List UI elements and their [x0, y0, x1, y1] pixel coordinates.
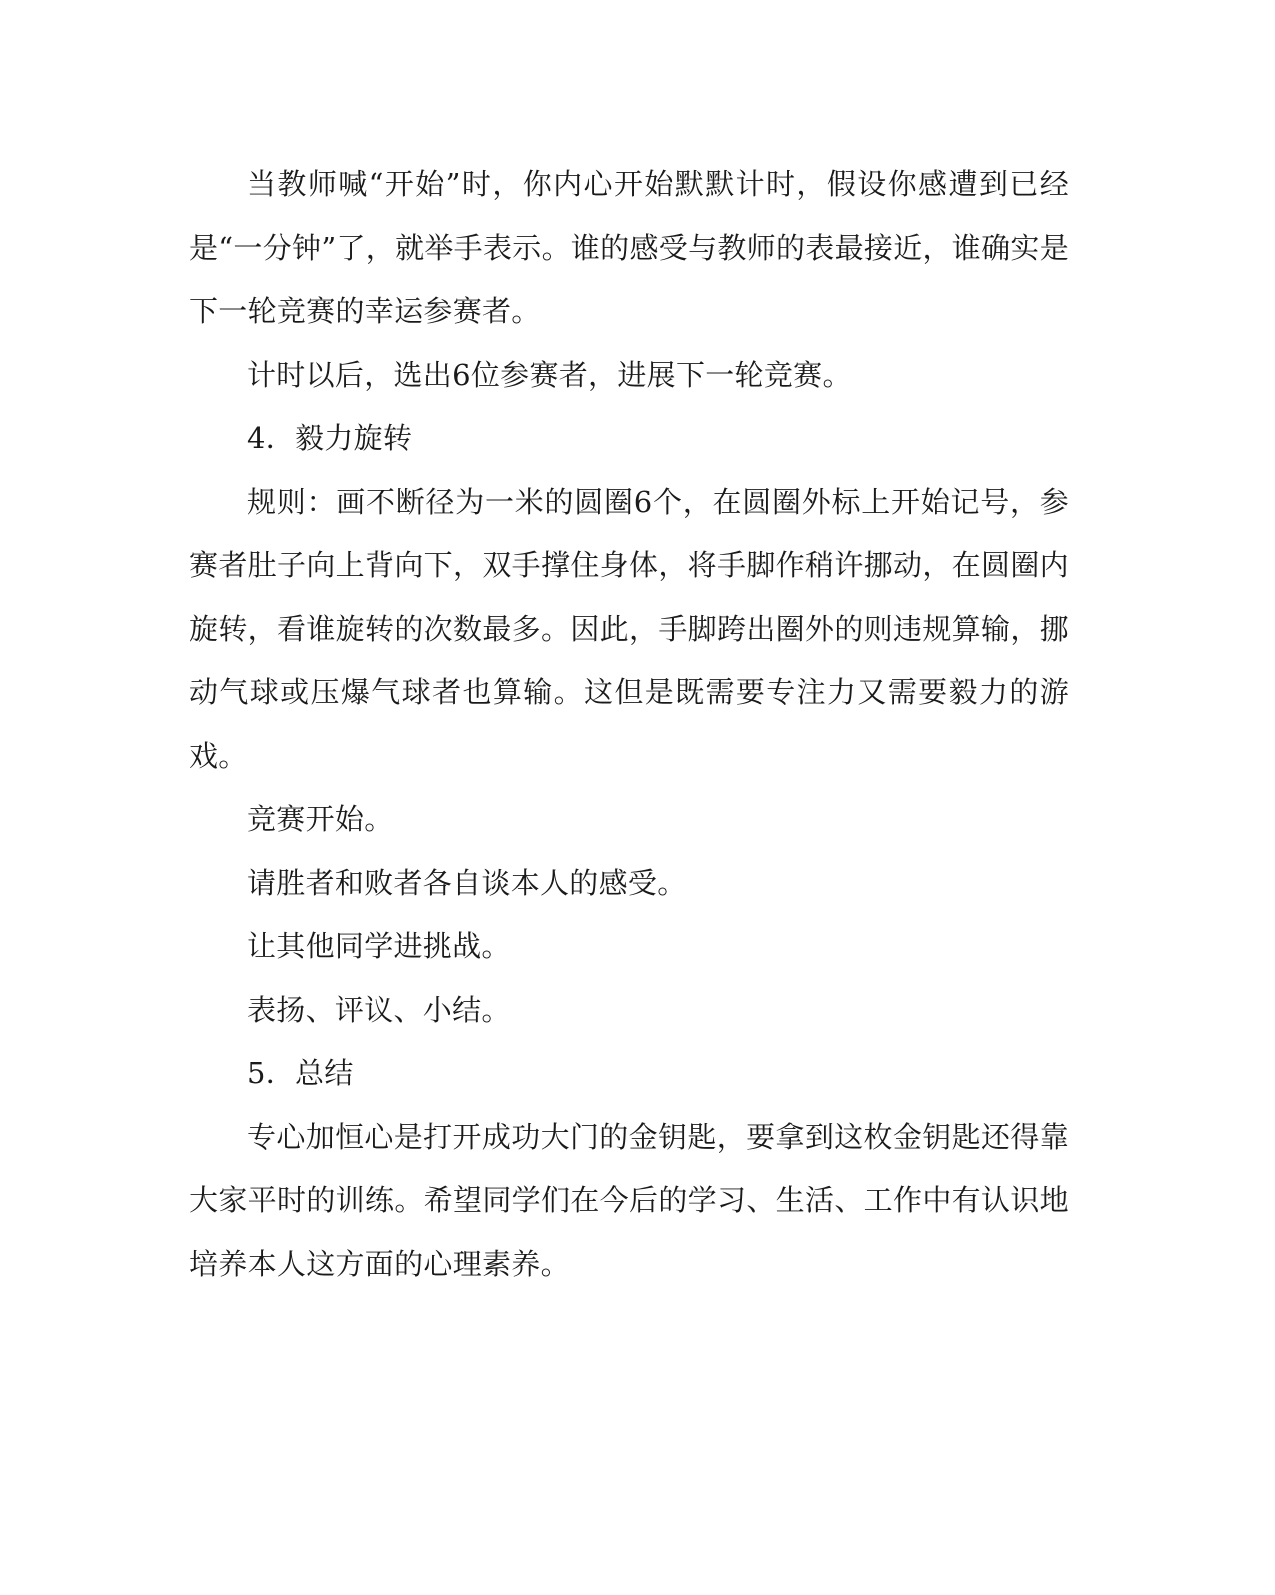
paragraph-select-participants: 计时以后，选出6位参赛者，进展下一轮竞赛。 [247, 357, 852, 392]
paragraph-praise-summary: 表扬、评议、小结。 [247, 992, 511, 1027]
section-heading-summary: 5．总结 [247, 1056, 354, 1090]
paragraph-share-feelings: 请胜者和败者各自谈本人的感受。 [247, 865, 687, 900]
paragraph-competition-start: 竞赛开始。 [247, 802, 394, 836]
paragraph-conclusion: 专心加恒心是打开成功大门的金钥匙，要拿到这枚金钥匙还得靠大家平时的训练。希望同学们在今后的学习、生活、工作中有认识地培养本人这方面的心理素养。 [189, 1119, 1069, 1281]
paragraph-other-challenge: 让其他同学进挑战。 [247, 929, 511, 963]
paragraph-rules: 规则：画不断径为一米的圆圈6个，在圆圈外标上开始记号，参赛者肚子向上背向下，双手撑住身体，将手脚作稍许挪动，在圆圈内旋转，看谁旋转的次数最多。因此，手脚跨出圈外的则违规算输，挪动气球或压爆气球者也算输。这但是既需要专注力又需要毅力的游戏。 [189, 484, 1069, 773]
paragraph-countdown-instructions: 当教师喊“开始”时，你内心开始默默计时，假设你感遭到已经是“一分钟”了，就举手表示。谁的感受与教师的表最接近，谁确实是下一轮竞赛的幸运参赛者。 [189, 167, 1069, 328]
document-body [189, 153, 1069, 1296]
section-heading-perseverance-spin: 4．毅力旋转 [247, 421, 413, 455]
